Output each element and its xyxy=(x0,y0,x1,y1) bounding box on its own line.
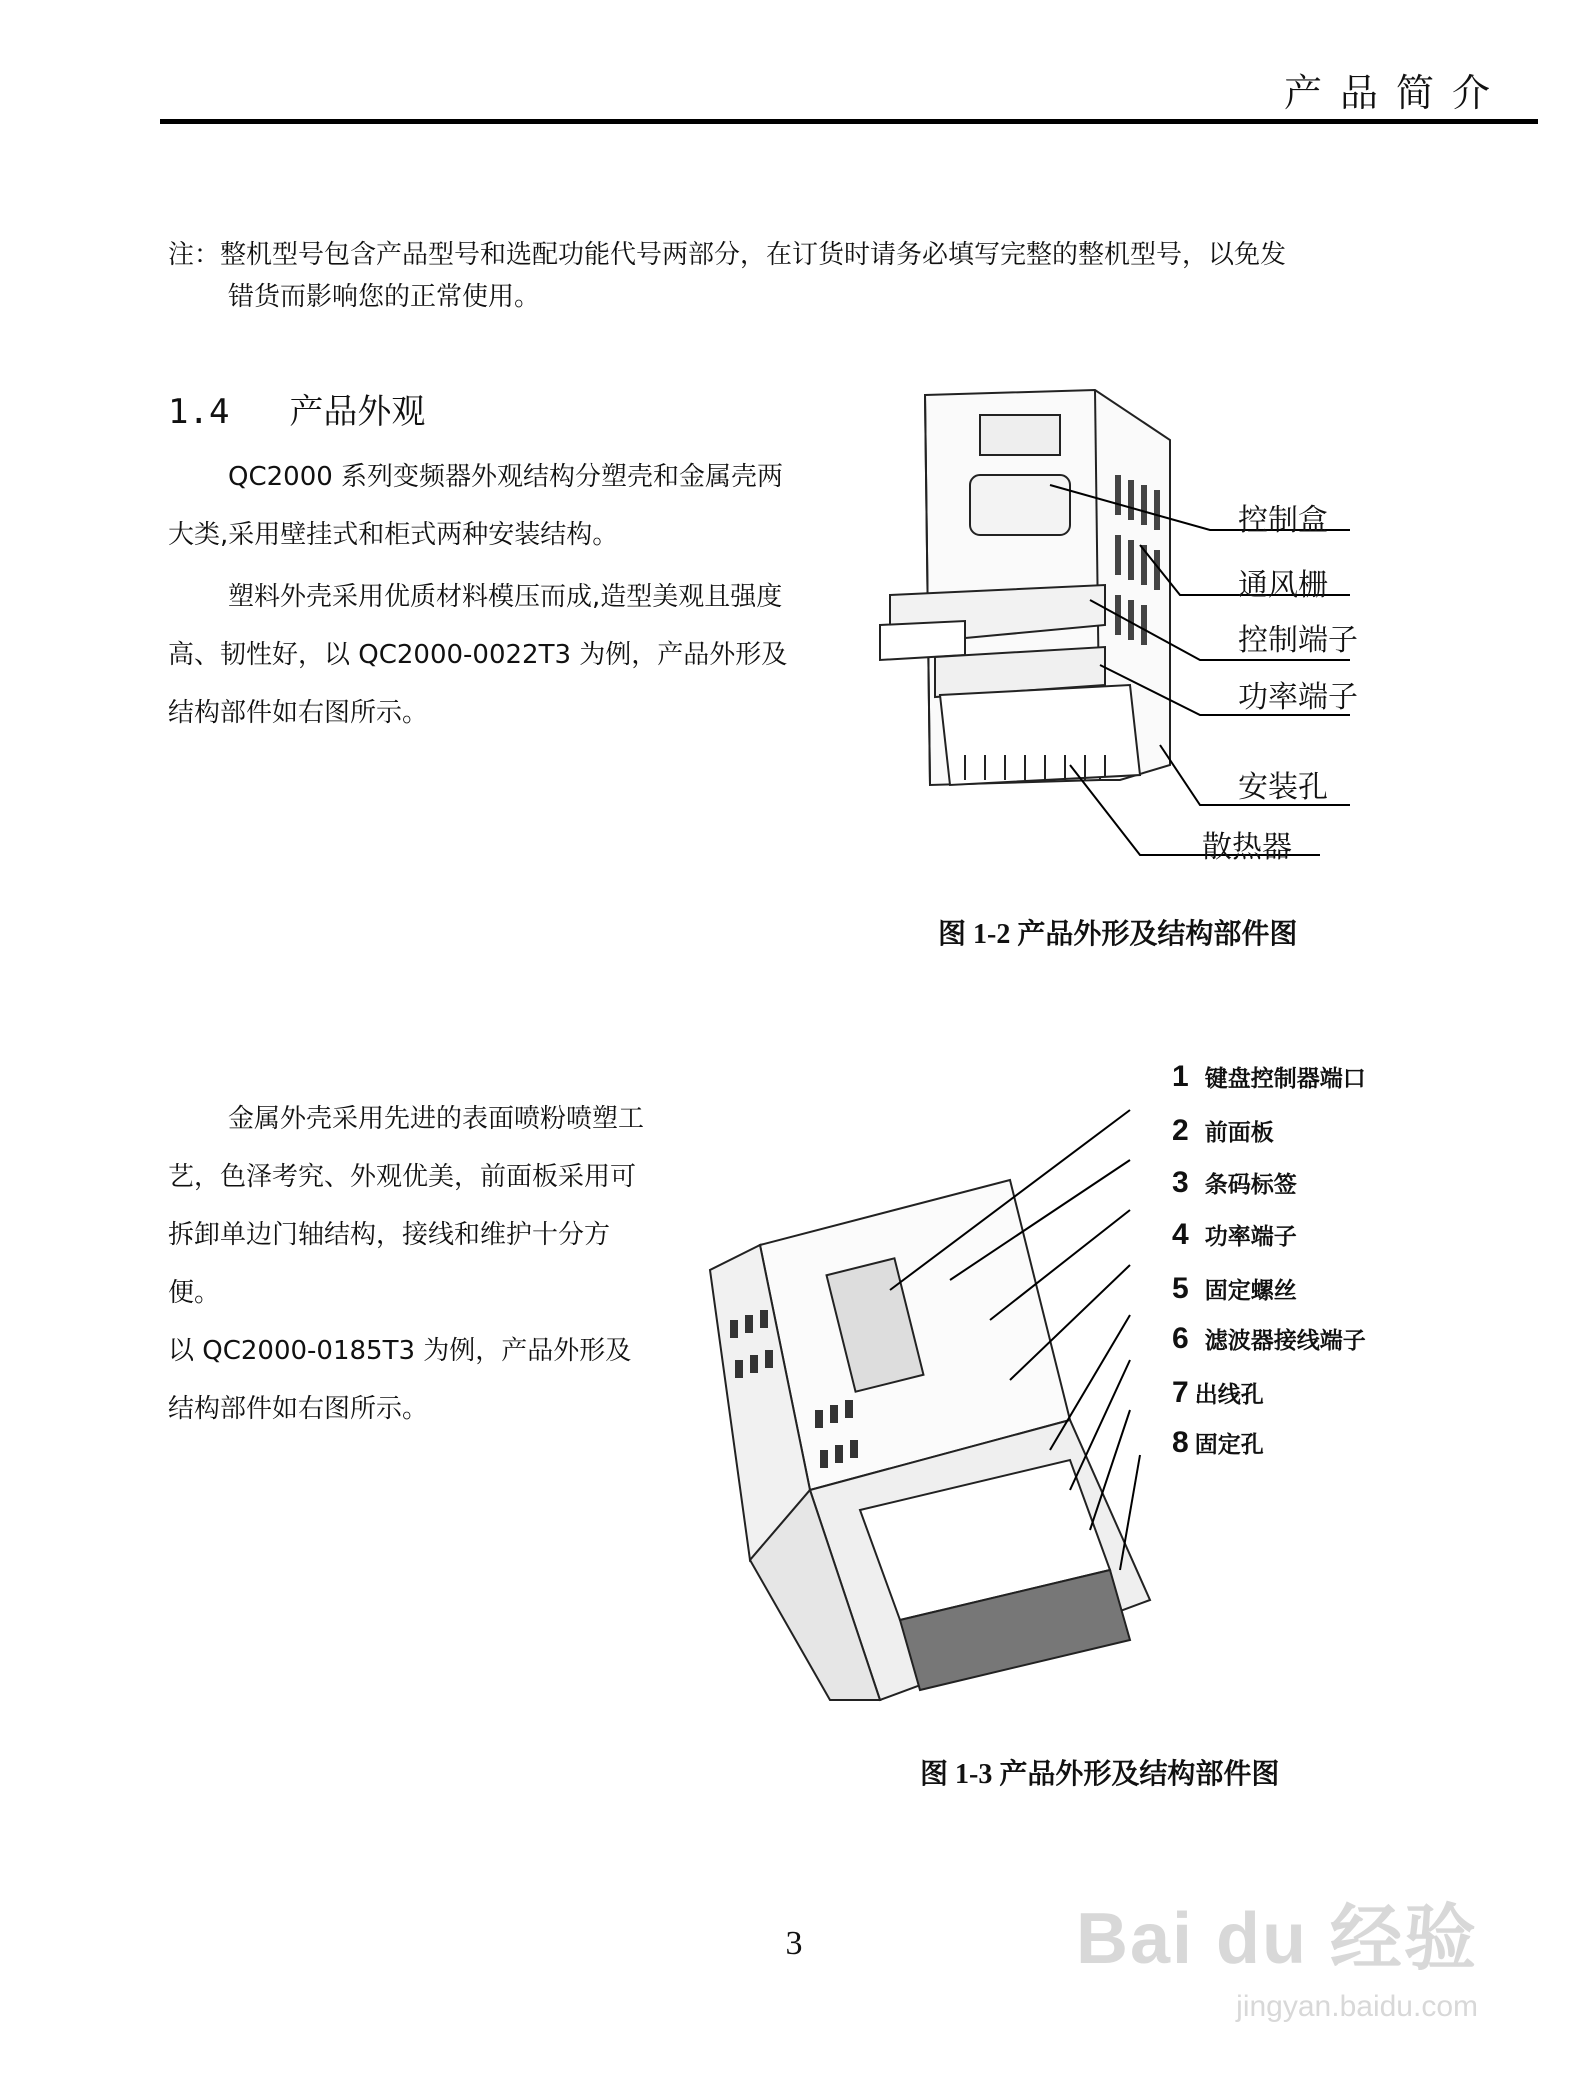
watermark-url: jingyan.baidu.com xyxy=(1236,1990,1478,2023)
page-number: 3 xyxy=(785,1925,803,1962)
figure-2-item: 1 键盘控制器端口 xyxy=(1172,1060,1366,1093)
header-rule xyxy=(160,119,1538,124)
plastic-inverter-outline xyxy=(880,390,1170,785)
figure-1-label-mounting-hole: 安装孔 xyxy=(1238,770,1328,805)
figure-1-caption: 图 1-2 产品外形及结构部件图 xyxy=(938,919,1298,950)
intro-text xyxy=(168,448,808,742)
figure-2-item: 4 功率端子 xyxy=(1172,1218,1297,1251)
figure-2-item: 5 固定螺丝 xyxy=(1172,1272,1297,1305)
figure-2-item: 6 滤波器接线端子 xyxy=(1172,1322,1366,1355)
figure-2-drawing xyxy=(690,1060,1170,1720)
figure-1-label-power-terminal: 功率端子 xyxy=(1238,680,1358,715)
metal-housing-text xyxy=(168,1090,648,1438)
intro-paragraph-2: 塑料外壳采用优质材料模压而成,造型美观且强度高、韧性好，以 QC2000-0022T3 为例，产品外形及结构部件如右图所示。 xyxy=(168,582,788,728)
section-heading xyxy=(168,384,425,433)
figure-2-item: 2 前面板 xyxy=(1172,1114,1274,1147)
metal-paragraph-2: 以 QC2000-0185T3 为例，产品外形及结构部件如右图所示。 xyxy=(168,1336,632,1424)
header-title: 产品简介 xyxy=(1283,71,1508,115)
intro-paragraph-1: QC2000 系列变频器外观结构分塑壳和金属壳两大类,采用壁挂式和柜式两种安装结构。 xyxy=(168,462,784,550)
figure-2-item: 8 固定孔 xyxy=(1172,1426,1264,1459)
note-line-2: 错货而影响您的正常使用。 xyxy=(228,282,541,312)
figure-2-item: 7 出线孔 xyxy=(1172,1376,1264,1409)
section-number: 1.4 xyxy=(168,392,230,432)
figure-2-item: 3 条码标签 xyxy=(1172,1166,1297,1199)
section-title: 产品外观 xyxy=(289,392,426,432)
figure-1-label-vent: 通风栅 xyxy=(1238,568,1328,603)
watermark-brand: Bai du 经验 xyxy=(1075,1899,1478,1979)
figure-1-label-control-terminal: 控制端子 xyxy=(1238,623,1358,658)
metal-inverter-outline xyxy=(710,1180,1150,1700)
figure-1-label-control-box: 控制盒 xyxy=(1238,503,1328,538)
metal-paragraph-1: 金属外壳采用先进的表面喷粉喷塑工艺，色泽考究、外观优美，前面板采用可拆卸单边门轴结构，接线和维护十分方便。 xyxy=(168,1104,645,1308)
figure-1-label-heatsink: 散热器 xyxy=(1202,830,1292,865)
baidu-watermark xyxy=(1076,1880,1478,2024)
figure-2-caption: 图 1-3 产品外形及结构部件图 xyxy=(920,1759,1280,1790)
note-line-1: 注：整机型号包含产品型号和选配功能代号两部分，在订货时请务必填写完整的整机型号，以免发 xyxy=(168,240,1287,270)
